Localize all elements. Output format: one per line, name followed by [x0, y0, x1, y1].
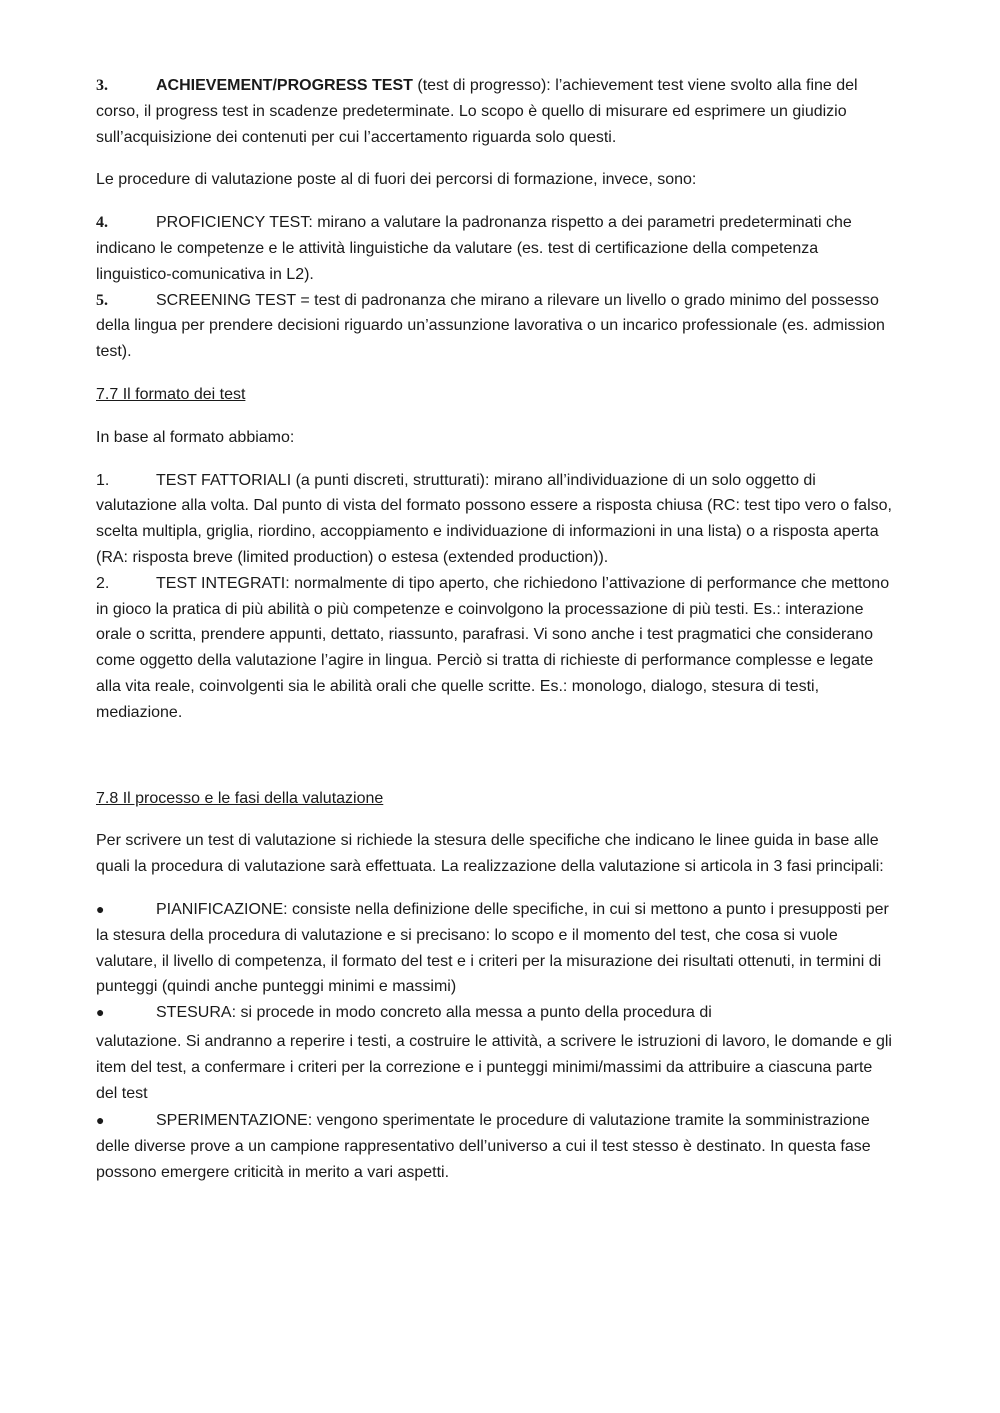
section-heading-format: 7.7 Il formato dei test — [96, 385, 246, 403]
item-text: SCREENING TEST = test di padronanza che mirano a rilevare un livello o grado minimo del possesso della lingua per prendere decisioni riguardo un’assunzione lavorativa o un incarico professionale (es. admission test). — [96, 291, 885, 361]
item-number: 3. — [96, 77, 108, 94]
item-text: (test di progresso): l’achievement test viene svolto alla fine del corso, il progress test in scadenze predeterminate. Lo scopo è quello di misurare ed esprimere un giudizio sull’acquisizione dei contenuti per cui l’accertamento riguarda solo questi. — [96, 77, 858, 146]
list-item-screening-test — [96, 288, 896, 365]
list-item-achievement-test — [96, 73, 896, 150]
item-number: 4. — [96, 214, 108, 232]
list-item-factorial-tests — [96, 468, 896, 571]
bullet-item-experimentation — [96, 1108, 896, 1185]
bullet-icon: ● — [96, 900, 105, 917]
section-heading-process: 7.8 Il processo e le fasi della valutazione — [96, 789, 384, 807]
item-number: 5. — [96, 291, 108, 309]
bullet-item-drafting-continuation: valutazione. Si andranno a reperire i testi, a costruire le attività, a scrivere le istruzioni di lavoro, le domande e gli item del test, a confermare i criteri per la correzione e i punteggi minimi/massimi da attribuire a ciascuna parte del test — [96, 1032, 892, 1102]
item-number: 1. — [96, 471, 110, 489]
item-text: PROFICIENCY TEST: mirano a valutare la padronanza rispetto a dei parametri predeterminati che indicano le competenze e le attività linguistiche da valutare (es. test di certificazione della competenza linguistico-comunicativa in L2). — [96, 214, 852, 283]
item-title: ACHIEVEMENT/PROGRESS TEST — [156, 77, 413, 94]
document-page — [96, 73, 896, 1186]
paragraph-intro-external: Le procedure di valutazione poste al di fuori dei percorsi di formazione, invece, sono: — [96, 171, 697, 189]
paragraph-intro-process: Per scrivere un test di valutazione si richiede la stesura delle specifiche che indicano le linee guida in base alle quali la procedura di valutazione sarà effettuata. La realizzazione della valutazione si articola in 3 fasi principali: — [96, 832, 884, 876]
bullet-icon: ● — [96, 1004, 105, 1021]
item-text-line1: STESURA: si procede in modo concreto alla messa a punto della procedura di — [156, 1004, 712, 1022]
item-text: PIANIFICAZIONE: consiste nella definizione delle specifiche, in cui si mettono a punto i presupposti per la stesura della procedura di valutazione e si precisano: lo scopo e il momento del test, che cosa si vuole valutare, il livello di competenza, il formato del test e i criteri per la misurazione dei risultati ottenuti, in termini di punteggi (quindi anche punteggi minimi e massimi) — [96, 900, 889, 996]
list-item-integrated-tests — [96, 571, 896, 726]
item-text: TEST FATTORIALI (a punti discreti, strutturati): mirano all’individuazione di un solo oggetto di valutazione alla volta. Dal punto di vista del formato possono essere a risposta chiusa (RC: test tipo vero o falso, scelta multipla, griglia, riordino, accoppiamento e individuazione di informazioni in una lista) o a risposta aperta (RA: risposta breve (limited production) o estesa (extended production)). — [96, 471, 892, 566]
bullet-icon: ● — [96, 1112, 105, 1129]
item-text: SPERIMENTAZIONE: vengono sperimentate le procedure di valutazione tramite la somministrazione delle diverse prove a un campione rappresentativo dell’universo a cui il test stesso è destinato. In questa fase possono emergere criticità in merito a vari aspetti. — [96, 1112, 871, 1181]
bullet-item-planning — [96, 897, 896, 1000]
bullet-item-drafting — [96, 1000, 896, 1026]
paragraph-intro-format: In base al formato abbiamo: — [96, 428, 295, 446]
item-number: 2. — [96, 574, 110, 592]
list-item-proficiency-test — [96, 210, 896, 287]
item-text: TEST INTEGRATI: normalmente di tipo aperto, che richiedono l’attivazione di performance che mettono in gioco la pratica di più abilità o più competenze e coinvolgono la processazione di più testi. Es.: interazione orale o scritta, prendere appunti, dettato, riassunto, parafrasi. Vi sono anche i test pragmatici che considerano come oggetto della valutazione l’agire in lingua. Perciò si tratta di richieste di performance complesse e legate alla vita reale, coinvolgenti sia le abilità orali che quelle scritte. Es.: monologo, dialogo, stesura di testi, mediazione. — [96, 574, 890, 721]
